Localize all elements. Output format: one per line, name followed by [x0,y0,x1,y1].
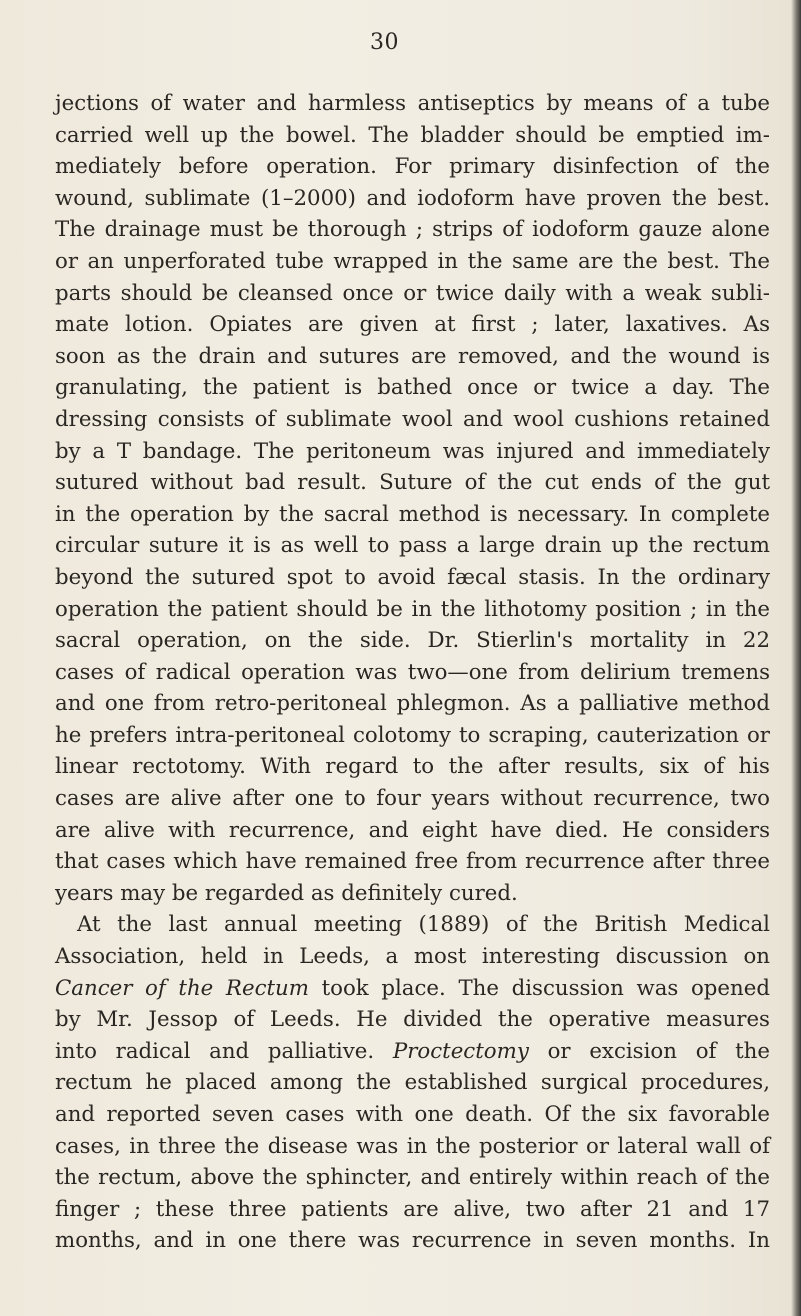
text-line: and one from retro-peritoneal phlegmon. As a palliative method [55,691,770,717]
line-text-after: or excision of the [528,1038,771,1064]
text-line: sacral operation, on the side. Dr. Stierlin's mortality in 22 [55,628,770,654]
text-line: operation the patient should be in the lithotomy position ; in the [55,596,770,622]
italic-title: Cancer of the Rectum [55,975,309,1001]
text-line: are alive with recurrence, and eight have died. He considers [55,817,770,843]
italic-term: Proctectomy [392,1038,529,1064]
text-line: by Mr. Jessop of Leeds. He divided the operative measures [55,1007,770,1033]
text-line: sutured without bad result. Suture of the cut ends of the gut [55,470,770,496]
paragraph-start-line: At the last annual meeting (1889) of the British Medical [77,912,770,938]
text-line: soon as the drain and sutures are removed, and the wound is [55,343,770,369]
text-line: The drainage must be thorough ; strips of iodoform gauze alone [55,217,770,243]
text-line: jections of water and harmless antiseptics by means of a tube [55,91,770,116]
body-text [55,88,770,1257]
text-line: and reported seven cases with one death. Of the six favorable [55,1102,770,1127]
text-line: cases are alive after one to four years without recurrence, two [55,786,770,812]
text-line: wound, sublimate (1–2000) and iodoform have proven the best. [55,185,770,211]
text-line: mediately before operation. For primary disinfection of the [55,154,770,180]
text-line: circular suture it is as well to pass a large drain up the rectum [55,533,770,559]
paragraph-end-line: years may be regarded as definitely cured. [55,880,518,906]
text-line: Association, held in Leeds, a most interesting discussion on [55,944,770,970]
text-line: that cases which have remained free from recurrence after three [55,849,770,875]
text-line: linear rectotomy. With regard to the after results, six of his [55,754,770,780]
text-line: parts should be cleansed once or twice daily with a weak subli- [55,280,770,306]
text-line: finger ; these three patients are alive, two after 21 and 17 [55,1196,770,1222]
page-number: 30 [370,30,399,55]
text-line: months, and in one there was recurrence in seven months. In [55,1228,770,1254]
text-line: or an unperforated tube wrapped in the same are the best. The [55,248,770,274]
text-line-with-italic [55,973,770,1005]
text-line: granulating, the patient is bathed once or twice a day. The [55,375,770,401]
line-text-after: took place. The discussion was opened [308,975,770,1001]
text-line: cases, in three the disease was in the posterior or lateral wall of [55,1133,770,1159]
text-line: rectum he placed among the established surgical procedures, [55,1070,770,1096]
text-line: carried well up the bowel. The bladder should be emptied im- [55,122,770,148]
text-line: mate lotion. Opiates are given at first ; later, laxatives. As [55,312,770,338]
text-line: cases of radical operation was two—one from delirium tremens [55,659,770,685]
text-line: dressing consists of sublimate wool and wool cushions retained [55,406,770,432]
text-line: beyond the sutured spot to avoid fæcal stasis. In the ordinary [55,564,770,590]
text-line: the rectum, above the sphincter, and entirely within reach of the [55,1165,770,1191]
text-line: by a T bandage. The peritoneum was injured and immediately [55,438,770,464]
page-edge-shadow [791,0,801,1316]
line-text-before: into radical and palliative. [55,1038,393,1064]
text-line: he prefers intra-peritoneal colotomy to scraping, cauterization or [55,722,770,748]
text-line-with-italic [55,1036,770,1068]
text-line: in the operation by the sacral method is necessary. In complete [55,501,770,527]
